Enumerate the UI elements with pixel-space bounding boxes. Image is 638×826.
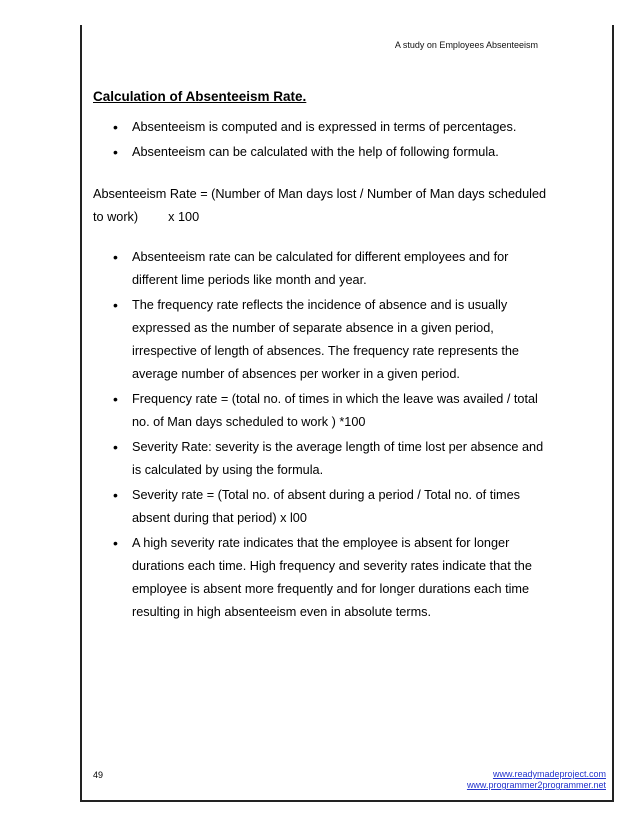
- detail-bullet-list: [110, 246, 550, 626]
- formula-line-2-start: to work): [93, 210, 139, 224]
- intro-bullet-list: [110, 116, 550, 166]
- list-item: • Severity Rate: severity is the average length of time lost per absence and is calculated by using the formula.: [110, 436, 550, 482]
- list-item: • Frequency rate = (total no. of times in which the leave was availed / total no. of Man days scheduled to work ) *100: [110, 388, 550, 434]
- section-heading: Calculation of Absenteeism Rate.: [93, 89, 307, 104]
- list-item: • The frequency rate reflects the incidence of absence and is usually expressed as the number of separate absence in a given period, irrespective of length of absences. The frequency rate represents the average number of absences per worker in a given period.: [110, 294, 550, 386]
- list-item: • Absenteeism is computed and is expressed in terms of percentages.: [110, 116, 550, 139]
- list-item: • Absenteeism rate can be calculated for different employees and for different lime periods like month and year.: [110, 246, 550, 292]
- formula-multiplier: x 100: [168, 210, 200, 224]
- running-header: A study on Employees Absenteeism: [394, 40, 538, 50]
- formula-paragraph: [93, 183, 563, 229]
- list-item: • Absenteeism can be calculated with the help of following formula.: [110, 141, 550, 164]
- footer-links: [467, 769, 606, 791]
- list-item: • A high severity rate indicates that the employee is absent for longer durations each time. High frequency and severity rates indicate that the employee is absent more frequently and for longer durations each time resulting in high absenteeism even in absolute terms.: [110, 532, 550, 624]
- footer-link-programmer2programmer[interactable]: www.programmer2programmer.net: [466, 780, 606, 790]
- formula-line-1: Absenteeism Rate = (Number of Man days lost / Number of Man days scheduled: [93, 187, 547, 201]
- list-item: • Severity rate = (Total no. of absent during a period / Total no. of times absent during that period) x l00: [110, 484, 550, 530]
- footer-link-readymadeproject[interactable]: www.readymadeproject.com: [492, 769, 606, 779]
- page-number: 49: [93, 770, 104, 780]
